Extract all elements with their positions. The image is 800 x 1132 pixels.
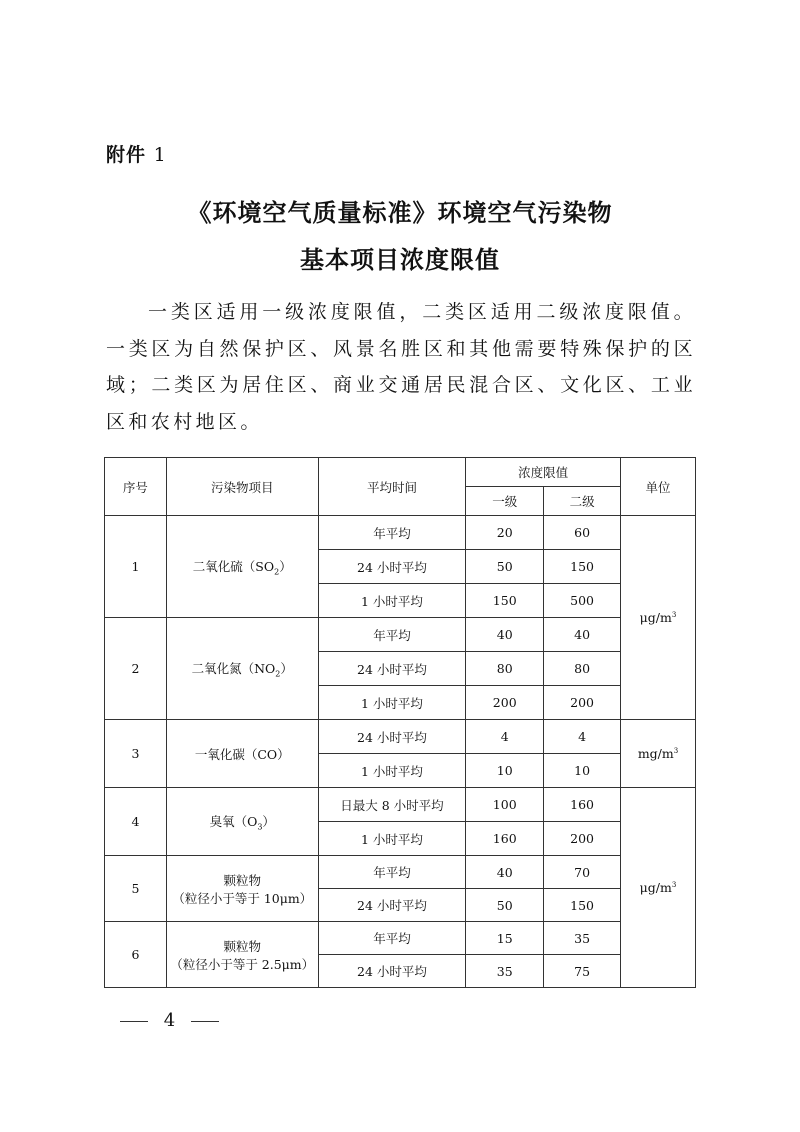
header-grade2: 二级 <box>544 487 621 516</box>
row-no: 4 <box>105 788 167 856</box>
grade2-cell: 200 <box>544 686 621 720</box>
row-no: 3 <box>105 720 167 788</box>
attachment-number: 1 <box>153 144 167 166</box>
grade2-cell: 60 <box>544 516 621 550</box>
grade1-cell: 100 <box>466 788 544 822</box>
pollutant-name: 颗粒物 （粒径小于等于 2.5μm） <box>166 922 318 988</box>
period-cell: 24 小时平均 <box>318 889 466 922</box>
header-period: 平均时间 <box>318 458 466 516</box>
period-cell: 日最大 8 小时平均 <box>318 788 466 822</box>
grade1-cell: 20 <box>466 516 544 550</box>
grade1-cell: 40 <box>466 856 544 889</box>
grade2-cell: 4 <box>544 720 621 754</box>
grade1-cell: 50 <box>466 889 544 922</box>
period-cell: 24 小时平均 <box>318 550 466 584</box>
page-dash-right <box>191 1021 219 1022</box>
table-row <box>105 856 696 889</box>
grade1-cell: 150 <box>466 584 544 618</box>
attachment-label <box>106 140 167 167</box>
grade2-cell: 70 <box>544 856 621 889</box>
unit-cell: $\mu g/m^3$ <box>621 516 696 720</box>
grade2-cell: 35 <box>544 922 621 955</box>
header-pollutant: 污染物项目 <box>166 458 318 516</box>
grade2-cell: 40 <box>544 618 621 652</box>
attachment-label-text: 附件 <box>106 144 147 166</box>
document-title-line1: 《环境空气质量标准》环境空气污染物 <box>187 199 613 227</box>
grade1-cell: 50 <box>466 550 544 584</box>
period-cell: 24 小时平均 <box>318 955 466 988</box>
period-cell: 年平均 <box>318 856 466 889</box>
pollutant-limits-table <box>104 457 696 988</box>
pollutant-name: 颗粒物 （粒径小于等于 10μm） <box>166 856 318 922</box>
page-number <box>120 1010 219 1031</box>
page-dash-left <box>120 1021 148 1022</box>
unit-cell: $mg/m^3$ <box>621 720 696 788</box>
intro-paragraph: 一类区适用一级浓度限值，二类区适用二级浓度限值。一类区为自然保护区、风景名胜区和其他需要特殊保护的区域；二类区为居住区、商业交通居民混合区、文化区、工业区和农村地区。 <box>106 301 696 433</box>
period-cell: 1 小时平均 <box>318 584 466 618</box>
pollutant-name: 一氧化碳（CO） <box>166 720 318 788</box>
period-cell: 24 小时平均 <box>318 652 466 686</box>
grade1-cell: 160 <box>466 822 544 856</box>
period-cell: 1 小时平均 <box>318 754 466 788</box>
row-no: 2 <box>105 618 167 720</box>
grade2-cell: 80 <box>544 652 621 686</box>
table-row <box>105 922 696 955</box>
grade2-cell: 10 <box>544 754 621 788</box>
table-row <box>105 788 696 822</box>
pollutant-name: 臭氧$(O_3)$ <box>166 788 318 856</box>
grade1-cell: 4 <box>466 720 544 754</box>
unit-cell: $\mu g/m^3$ <box>621 788 696 988</box>
grade1-cell: 10 <box>466 754 544 788</box>
header-no: 序号 <box>105 458 167 516</box>
pollutant-name: 二氧化硫$(SO_2)$ <box>166 516 318 618</box>
grade2-cell: 150 <box>544 550 621 584</box>
grade2-cell: 500 <box>544 584 621 618</box>
grade2-cell: 200 <box>544 822 621 856</box>
grade1-cell: 80 <box>466 652 544 686</box>
grade1-cell: 15 <box>466 922 544 955</box>
period-cell: 1 小时平均 <box>318 686 466 720</box>
grade2-cell: 150 <box>544 889 621 922</box>
row-no: 5 <box>105 856 167 922</box>
table-row <box>105 618 696 652</box>
period-cell: 24 小时平均 <box>318 720 466 754</box>
grade1-cell: 200 <box>466 686 544 720</box>
header-grade1: 一级 <box>466 487 544 516</box>
page-number-text: 4 <box>163 1010 176 1031</box>
table-row <box>105 720 696 754</box>
period-cell: 年平均 <box>318 618 466 652</box>
row-no: 1 <box>105 516 167 618</box>
table-row <box>105 516 696 550</box>
document-title-line2: 基本项目浓度限值 <box>300 246 500 274</box>
grade2-cell: 160 <box>544 788 621 822</box>
pollutant-name: 二氧化氮$(NO_2)$ <box>166 618 318 720</box>
row-no: 6 <box>105 922 167 988</box>
header-limit: 浓度限值 <box>466 458 621 487</box>
header-unit: 单位 <box>621 458 696 516</box>
grade1-cell: 35 <box>466 955 544 988</box>
period-cell: 年平均 <box>318 922 466 955</box>
period-cell: 1 小时平均 <box>318 822 466 856</box>
grade2-cell: 75 <box>544 955 621 988</box>
period-cell: 年平均 <box>318 516 466 550</box>
grade1-cell: 40 <box>466 618 544 652</box>
